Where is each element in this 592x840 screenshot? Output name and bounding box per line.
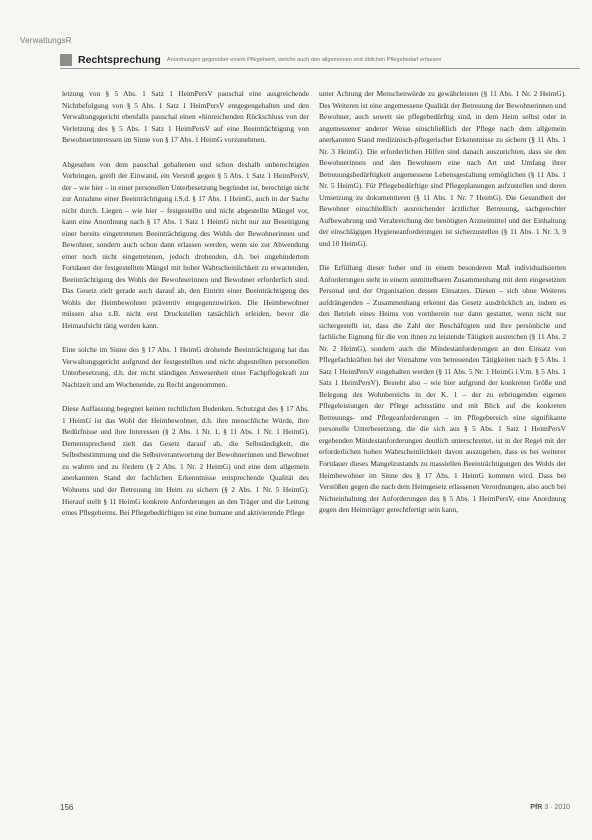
paragraph: unter Achtung der Menschenwürde zu gewährleisten (§ 11 Abs. 1 Nr. 2 HeimG). Des Weiteren ist eine angemessene Qualität der Betreuung der Bewohnerinnen und Bewohner, auch soweit sie pflegebedürftig sind, in dem Heim selbst oder in angemessener anderer Weise einschließlich der Pflege nach dem allgemein anerkannten Stand medizinisch-pflegerischer Erkenntnisse zu sichern (§ 11 Abs. 1 Nr. 3 HeimG). Die erforderlichen Hilfen sind danach auszurichten, dass sie den Bewohnerinnen und den Bewohnern eine nach Art und Umfang ihrer Betreuungsbedürftigkeit angemessene Lebensgestaltung ermöglichen (§ 11 Abs. 1 Nr. 5 HeimG). Für Pflegebedürftige sind Pflegeplanungen aufzustellen und deren Umsetzung zu dokumentieren (§ 11 Abs. 1 Nr. 7 HeimG). Die Gesundheit der Bewohner einschließlich ausreichender ärztlicher Betreuung, sachgerechter Aufbewahrung und Verabreichung der benötigten Arzneimittel und der Einhaltung der einschlägigen Hygieneanforderungen ist sicherzustellen (§ 11 Abs. 1 Nr. 3, 9 und 10 HeimG). bbox=[319, 89, 566, 248]
text-columns bbox=[62, 88, 566, 778]
section-marker-icon bbox=[60, 54, 72, 66]
paragraph: Eine solche im Sinne des § 17 Abs. 1 HeimG drohende Beeinträchtigung hat das Verwaltungsgericht aufgrund der festgestellten und nicht abgestellten personellen Unterbesetzung, d.h. der nicht ständigen Anwesenheit einer Fachpflegekraft zur Nachtzeit und am Wochenende, zu Recht angenommen. bbox=[62, 345, 309, 389]
section-subtitle: Anordnungen gegenüber einem Pflegeheim, welche auch den allgemeinen und üblichen Pflegebedarf erfassen bbox=[166, 57, 442, 63]
issue-number: 3 · 2010 bbox=[544, 803, 570, 811]
section-header bbox=[60, 52, 580, 69]
page-number: 156 bbox=[60, 802, 74, 812]
right-column bbox=[319, 88, 566, 778]
journal-info bbox=[530, 804, 570, 811]
journal-abbreviation: PfR bbox=[530, 803, 543, 811]
section-title: Rechtsprechung bbox=[78, 54, 161, 66]
page-footer bbox=[60, 800, 570, 814]
paragraph: Abgesehen von dem pauschal gehaltenen und schon deshalb unberechtigten Vorbringen, greift der Einwand, ein Verstoß gegen § 5 Abs. 1 Satz 1 HeimPersV, der – wie hier – in einer personellen Unterbesetzung begründet ist, berechtige nicht zur Annahme einer Beeinträchtigung i.S.d. § 17 Abs. 1 HeimG, auch in der Sache nicht durch. Liegen – wie hier – festgestellte und nicht abgestellte Mängel vor, kann eine Anordnung nach § 17 Abs. 1 Satz 1 HeimG nicht nur zur Beseitigung einer bereits eingetretenen Beeinträchtigung des Wohls der Bewohnerinnen und Bewohner, sondern auch schon dann erlassen werden, wenn sie zur Abwendung einer noch nicht eingetretenen, jedoch drohenden, d.h. bei ungehindertem Fortdauer der festgestellten Mängel mit hoher Wahrscheinlichkeit zu erwartenden, Beeinträchtigung des Wohls der Bewohnerinnen und Bewohner erforderlich sind. Das Gesetz zielt gerade auch darauf ab, den Eintritt einer Beeinträchtigung des Wohls der Heimbewohner präventiv entgegenzuwirken. Die Heimbewohner müssen also z.B. nicht erst Druckstellen tatsächlich erleiden, bevor die Heimaufsicht tätig werden kann. bbox=[62, 159, 309, 330]
paragraph: Diese Auffassung begegnet keinen rechtlichen Bedenken. Schutzgut des § 17 Abs. 1 HeimG ist das Wohl der Heimbewohner, d.h. ihre menschliche Würde, ihre Bedürfnisse und ihre Interessen (§ 2 Abs. 1 Nr. 1, § 11 Abs. 1 Nr. 1 HeimG). Dementsprechend zielt das Gesetz darauf ab, die Selbständigkeit, die Selbstbestimmung und die Selbstverantwortung der Bewohnerinnen und Bewohner zu wahren und zu fördern (§ 2 Abs. 1 Nr. 2 HeimG) und eine dem allgemein anerkannten Stand der fachlichen Erkenntnisse entsprechende Qualität des Wohnens und der Betreuung im Heim zu sichern (§ 2 Abs. 1 Nr. 5 HeimG). Hierauf stellt § 11 HeimG konkrete Anforderungen an den Träger und die Leitung eines Pflegeheims. Bei Pflegebedürftigen ist eine humane und aktivierende Pflege bbox=[62, 404, 309, 518]
paragraph: Die Erfüllung dieser hoher und in einem besonderen Maß individualisierten Anforderungen steht in einem unmittelbaren Zusammenhang mit dem eingesetzten Personal und der Organisation dessen Einsatzes. Diesen – sich ohne Weiteres aufdrängenden – Zusammenhang erkennt das Gesetz ausdrücklich an, indem es den Betrieb eines Heims von vornherein nur dann gestattet, wenn nicht nur sichergestellt ist, dass die Zahl der Beschäftigten und ihre persönliche und fachliche Eignung für die von ihnen zu leistende Tätigkeit ausreichen (§ 11 Abs. 2 Nr. 2 HeimG), sondern auch die Mindestanforderungen an den Einsatz von Pflegefachkräften bei der Vornahme von betreuenden Tätigkeiten nach § 5 Abs. 1 Satz 1 HeimPersV eingehalten werden (§ 11 Abs. 5 Nr. 1 HeimG i.V.m. § 5 Abs. 1 Satz 1 HeimPersV). Besteht also – wie hier aufgrund der konkreten Größe und Belegung des Wohnbereichs in der K. 1 – der zu erbringenden eigenen Pflegeleistungen der Pflege achtsstätte und mit Blick auf die konkreten Betreuungs- und Pflegeanforderungen – im Pflegebereich eine signifikante personelle Unterbesetzung, die die sich aus § 5 Abs. 1 Satz 1 HeimPersV ergebenden Mindestanforderungen deutlich unterschreitet, ist in der Regel mit der erforderlichen hohen Wahrscheinlichkeit davon auszugehen, dass es bei weiterer Fortdauer dieses Mangelzustands zu massiellen Beeinträchtigungen des Wohls der Heimbewohner im Sinne des § 17 Abs. 1 HeimG kommen wird. Dass bei Verstößen gegen die nach dem Heimgesetz erlassenen Verordnungen, also auch bei Nichteinhaltung der Anforderungen des § 5 Abs. 1 HeimPersV, eine Anordnung gegen den Heimträger gerechtfertigt sein kann, bbox=[319, 263, 566, 515]
left-column bbox=[62, 88, 309, 778]
running-head: VerwaltungsR bbox=[20, 36, 72, 45]
paragraph: letzung von § 5 Abs. 1 Satz 1 HeimPersV pauschal eine ausgreichende Nichtbefolgung von § 5 Abs. 1 Satz 1 HeimPersV entgegengehalten und den Verwaltungsgericht ebenfalls pauschal einen »hinreichenden Rückschluss von der Verletzung des § 5 Abs. 1 Satz 1 HeimPersV auf eine Beeinträchtigung von Bewohnerinteressen im Sinne von § 17 Abs. 1 HeimG vorzunehmen. bbox=[62, 89, 309, 145]
